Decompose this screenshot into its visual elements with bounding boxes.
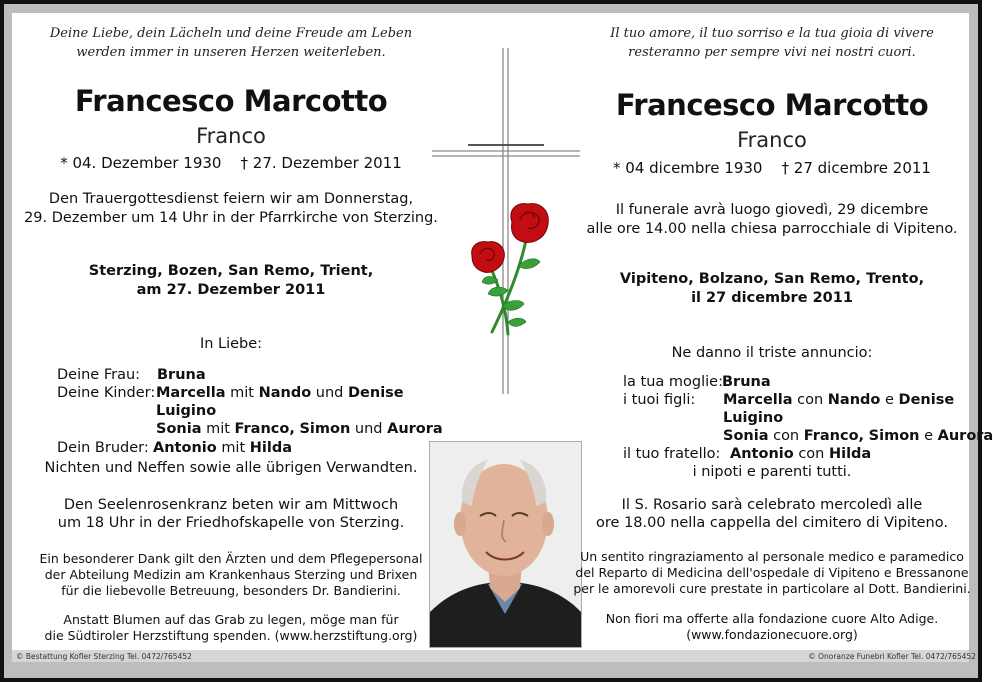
italian-dates [572,159,972,177]
german-child3-child2: Aurora [387,421,443,437]
german-footer: © Bestattung Kofler Sterzing Tel. 0472/765452 [16,652,192,661]
german-birth-date: * 04. Dezember 1930 [60,154,222,172]
german-column [20,0,442,650]
portrait-icon [430,442,581,647]
italian-column [572,0,993,650]
italian-flowers-line2: (www.fondazionecuore.org) [686,627,858,642]
italian-wife-label: la tua moglie: [623,374,723,390]
cross-with-roses-icon [428,44,584,400]
german-thanks-line1: Ein besonderer Dank gilt den Ärzten und dem Pflegepersonal [39,551,423,566]
german-flowers-line2: die Südtiroler Herzstiftung spenden. (www.herzstiftung.org) [44,628,418,643]
german-child3-partner: Franco, [234,421,295,437]
italian-brother-partner: Hilda [828,446,872,462]
german-place-line2: am 27. Dezember 2011 [136,282,326,298]
german-wife-label: Deine Frau: [57,367,141,383]
italian-thanks-line1: Un sentito ringraziamento al personale medico e paramedico [580,549,964,564]
italian-and1: e [885,392,894,408]
italian-quote-line1: Il tuo amore, il tuo sorriso e la tua gioia di vivere [610,26,934,41]
german-in-love: In Liebe: [199,336,263,352]
italian-thanks-line2: del Reparto di Medicina dell'ospedale di Vipiteno e Bressanone [575,565,969,580]
italian-nickname: Franco [737,128,807,152]
italian-child3-line [723,428,993,444]
german-service-line2: 29. Dezember um 14 Uhr in der Pfarrkirche von Sterzing. [24,210,438,226]
german-quote-line1: Deine Liebe, dein Lächeln und deine Freude am Leben [49,26,413,41]
german-brother-line [153,440,292,456]
german-rosary-line1: Den Seelenrosenkranz beten wir am Mittwoch [63,497,399,513]
italian-child3: Sonia [723,428,769,444]
german-thanks-line3: für die liebevolle Betreuung, besonders Dr. Bandierini. [61,583,401,598]
italian-rosary-line2: ore 18.00 nella cappella del cimitero di Vipiteno. [596,515,948,531]
german-child1: Marcella [156,385,226,401]
german-wife-name: Bruna [157,367,206,383]
german-quote-line2: werden immer in unseren Herzen weiterleben. [76,45,386,60]
italian-service-line1: Il funerale avrà luogo giovedì, 29 dicembre [615,202,929,218]
german-service-line1: Den Trauergottesdienst feiern wir am Donnerstag, [48,191,414,207]
italian-child1-line [723,392,954,408]
italian-with1: con [797,392,824,408]
italian-rosary-line1: Il S. Rosario sarà celebrato mercoledì alle [621,497,923,513]
italian-and3: e [924,428,934,444]
german-with-b: mit [221,440,246,456]
german-brother-label: Dein Bruder: [57,440,149,456]
italian-place-line2: il 27 dicembre 2011 [691,290,853,306]
german-brother-partner: Hilda [249,440,293,456]
german-deceased-name: Francesco Marcotto [74,84,388,118]
italian-child3-child1: Simon [868,428,920,444]
german-brother-name: Antonio [153,440,217,456]
italian-quote-line2: resteranno per sempre vivi nei nostri cuori. [628,45,916,60]
italian-service-line2: alle ore 14.00 nella chiesa parrocchiale di Vipiteno. [586,221,958,237]
italian-with3: con [773,428,800,444]
german-rosary-line2: um 18 Uhr in der Friedhofskapelle von Sterzing. [57,515,405,531]
german-child2: Luigino [156,403,217,419]
german-and1: und [315,385,344,401]
german-nickname: Franco [196,124,266,148]
italian-deceased-name: Francesco Marcotto [615,88,929,122]
italian-death-date: † 27 dicembre 2011 [781,159,931,177]
italian-footer: © Onoranze Funebri Kofler Tel. 0472/765452 [808,652,976,661]
italian-children-label: i tuoi figli: [623,392,696,408]
italian-thanks-line3: per le amorevoli cure prestate in particolare al Dott. Bandierini. [573,581,971,596]
german-flowers-line1: Anstatt Blumen auf das Grab zu legen, möge man für [63,612,399,627]
italian-announce: Ne danno il triste annuncio: [671,345,873,361]
italian-child3-partner: Franco, [803,428,865,444]
italian-child2: Luigino [723,410,784,426]
italian-with-b: con [798,446,825,462]
italian-child1-child: Denise [898,392,955,408]
italian-brother-line [730,446,871,462]
german-child1-child: Denise [348,385,404,401]
italian-place-line1: Vipiteno, Bolzano, San Remo, Trento, [619,271,925,287]
deceased-photo [429,441,582,648]
italian-brother-name: Antonio [730,446,794,462]
german-child3: Sonia [156,421,202,437]
italian-birth-date: * 04 dicembre 1930 [613,159,763,177]
italian-child1: Marcella [723,392,793,408]
german-child3-child1: Simon [299,421,351,437]
italian-relatives: i nipoti e parenti tutti. [692,464,852,480]
german-child1-partner: Nando [258,385,312,401]
german-death-date: † 27. Dezember 2011 [240,154,402,172]
italian-wife-name: Bruna [722,374,771,390]
italian-flowers-line1: Non fiori ma offerte alla fondazione cuore Alto Adige. [605,611,939,626]
german-relatives: Nichten und Neffen sowie alle übrigen Verwandten. [44,460,418,476]
german-children-label: Deine Kinder: [57,385,156,401]
german-child1-line [156,385,404,401]
german-child3-line [156,421,443,437]
german-with1: mit [230,385,254,401]
german-with3: mit [206,421,230,437]
italian-brother-label: il tuo fratello: [623,446,721,462]
italian-child3-child2: Aurora [937,428,993,444]
italian-child1-partner: Nando [827,392,881,408]
german-dates [20,154,442,172]
german-place-line1: Sterzing, Bozen, San Remo, Trient, [88,263,374,279]
german-and3: und [354,421,383,437]
german-thanks-line2: der Abteilung Medizin am Krankenhaus Sterzing und Brixen [44,567,418,582]
